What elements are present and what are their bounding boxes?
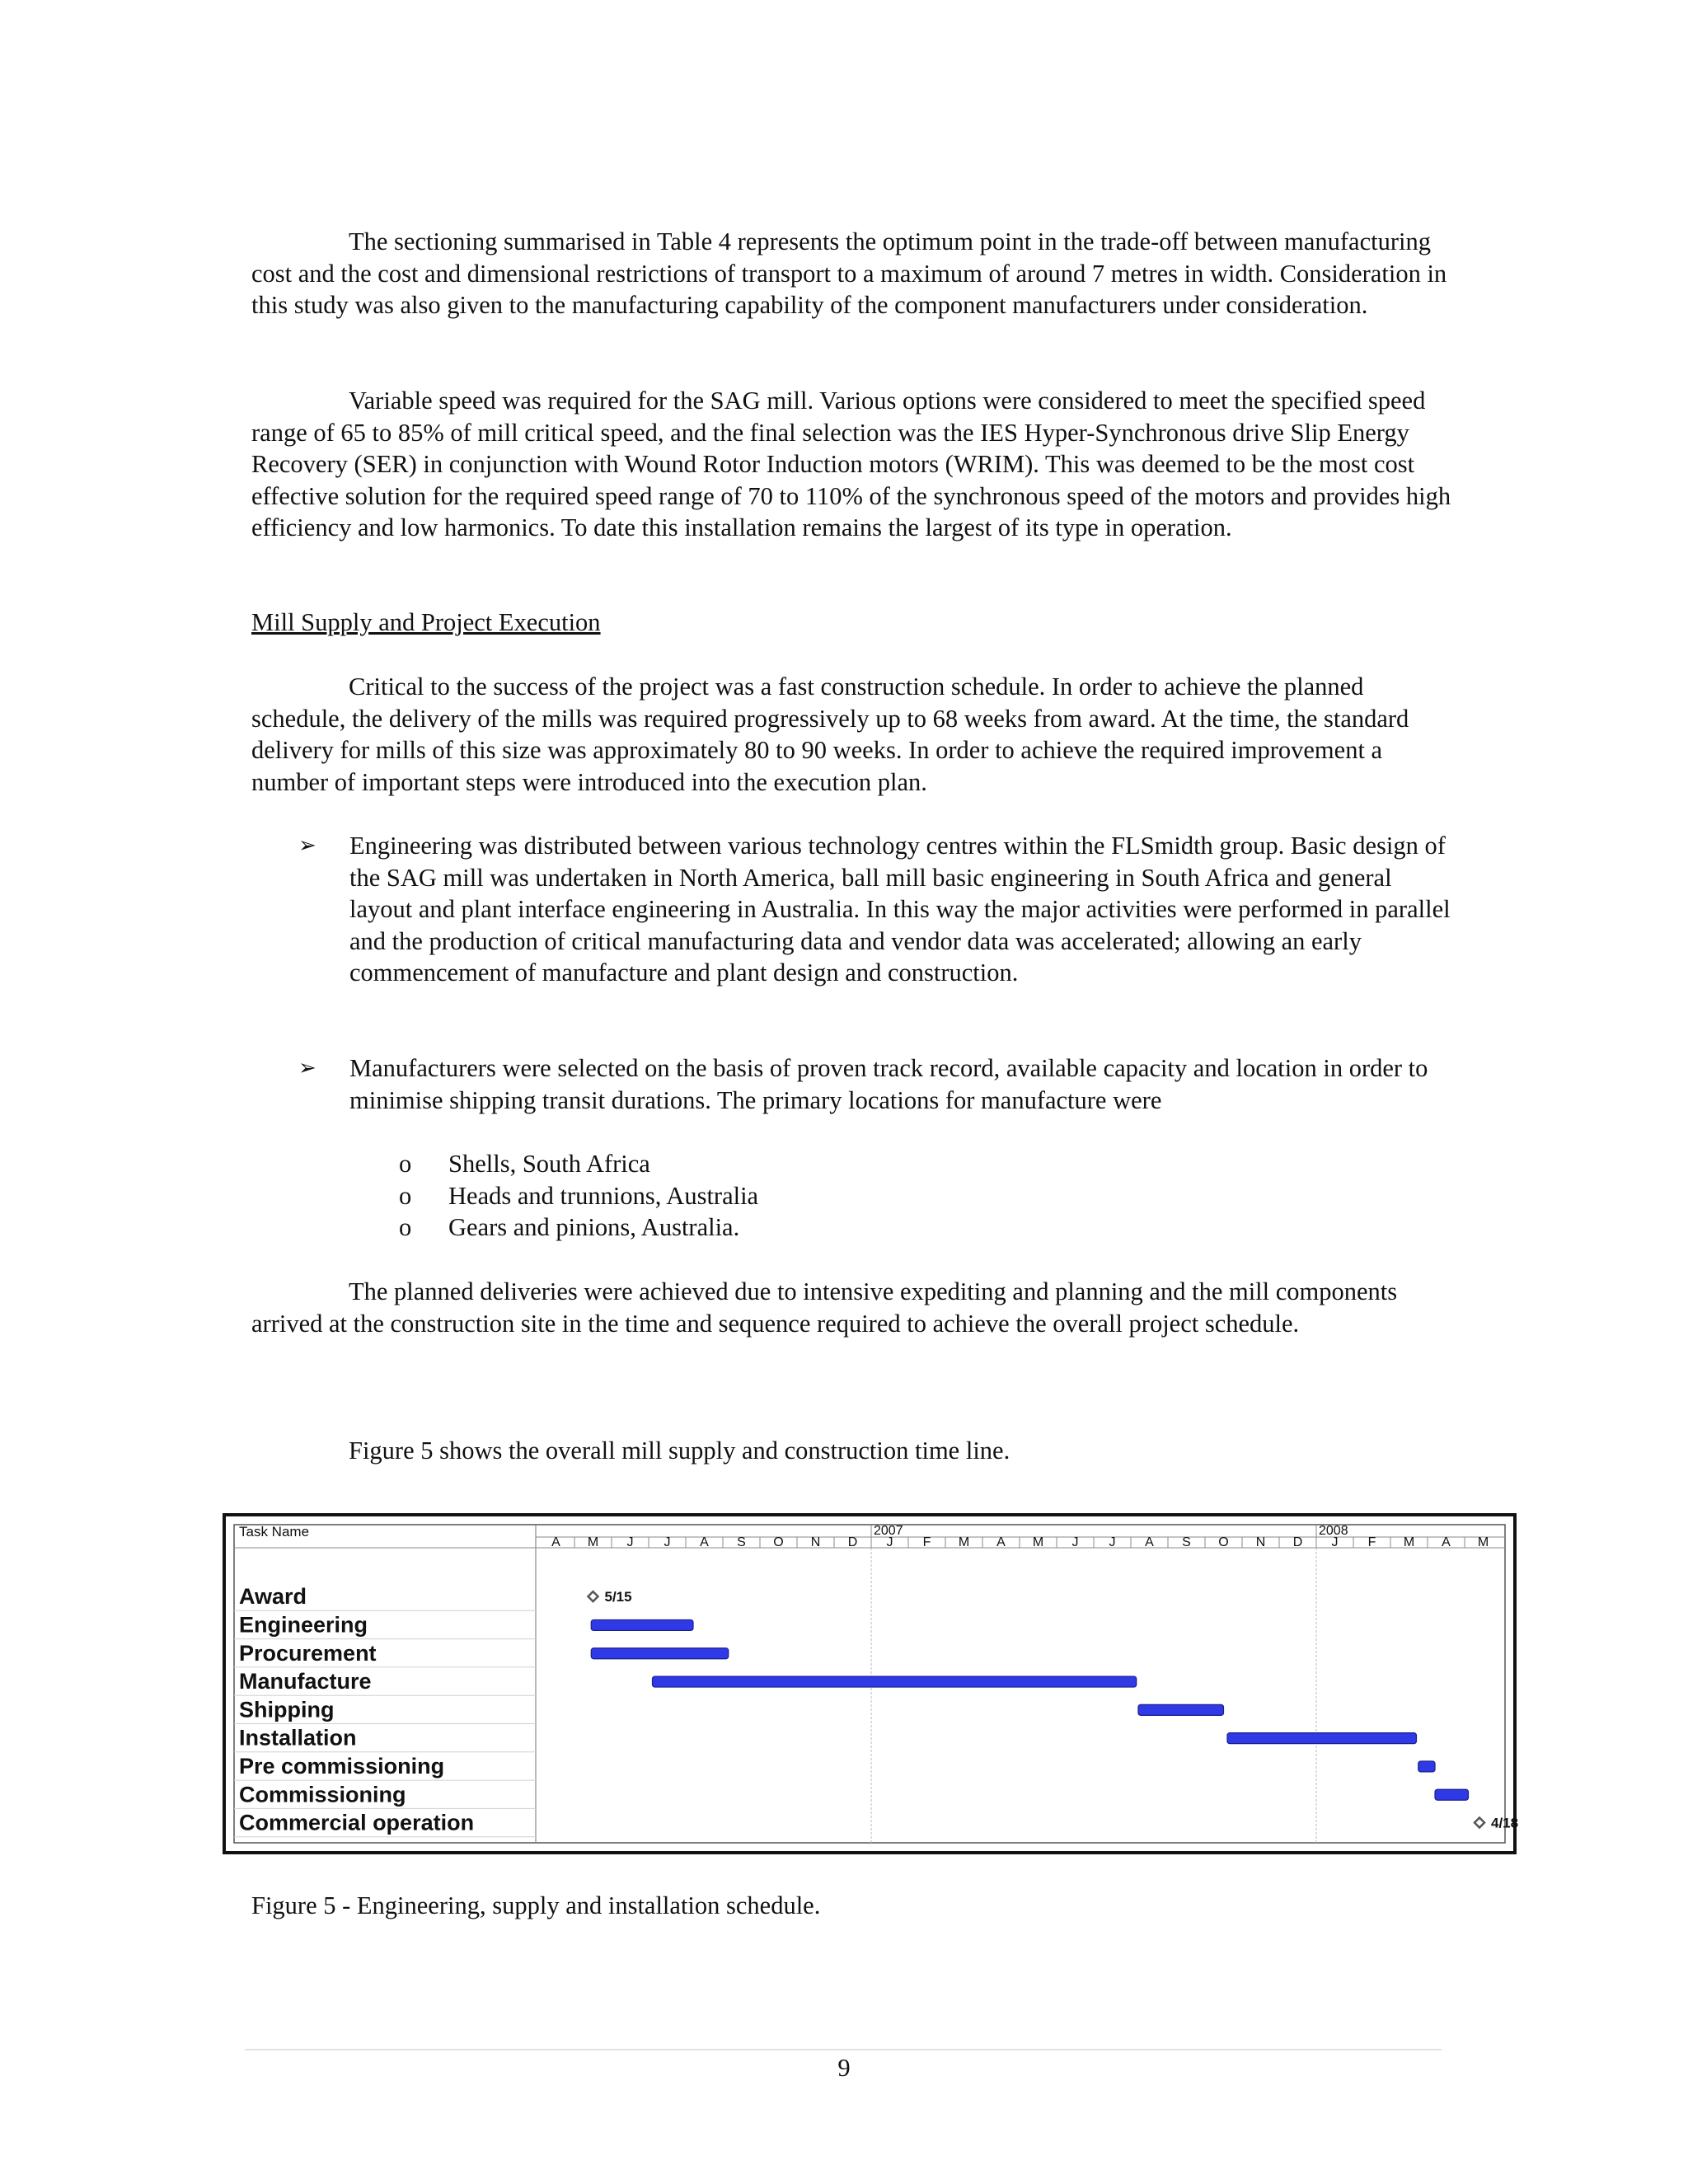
month-label: N <box>1255 1535 1266 1549</box>
gantt-bar <box>1227 1733 1417 1744</box>
month-label: O <box>773 1535 784 1549</box>
task-label: Procurement <box>239 1640 377 1666</box>
sub-bullet-text: Heads and trunnions, Australia <box>448 1182 759 1210</box>
month-label: D <box>847 1535 858 1549</box>
task-label: Commercial operation <box>239 1810 475 1835</box>
gantt-bar <box>1418 1761 1435 1772</box>
circle-bullet-icon: o <box>399 1150 412 1178</box>
bullet-manufacturers <box>298 1052 1461 1116</box>
paragraph-deliveries: The planned deliveries were achieved due to intensive expediting and planning and the mill components arrived at the construction site in the time and sequence required to achieve the overall project schedule. <box>251 1277 1398 1338</box>
month-label: A <box>551 1535 560 1549</box>
page-number: 9 <box>837 2054 851 2082</box>
month-label: D <box>1292 1535 1303 1549</box>
task-label: Award <box>239 1584 307 1610</box>
bullet-engineering <box>298 830 1461 989</box>
figure-caption: Figure 5 - Engineering, supply and installation schedule. <box>251 1891 821 1919</box>
bullet-text: Manufacturers were selected on the basis of proven track record, available capacity and location in order to minimise shipping transit durations. The primary locations for manufacture were <box>349 1054 1428 1114</box>
month-label: N <box>810 1535 821 1549</box>
bullet-text: Engineering was distributed between various technology centres within the FLSmidth group. Basic design of the SAG mill was undertaken in North America, ball mill basic engineering in South Africa and general layout and plant interface engineering in Australia. In this way the major activities were performed in parallel and the production of critical manufacturing data and vendor data was accelerated; allowing an early commencement of manufacture and plant design and construction. <box>349 832 1451 987</box>
arrow-bullet-icon: ➢ <box>298 833 316 858</box>
month-label: M <box>1403 1535 1415 1549</box>
month-label: J <box>1109 1535 1116 1549</box>
footer-divider <box>245 2049 1442 2050</box>
sub-bullet-shells <box>399 1148 650 1180</box>
month-label: J <box>886 1535 893 1549</box>
gantt-bar <box>653 1676 1137 1687</box>
month-label: A <box>700 1535 709 1549</box>
section-heading: Mill Supply and Project Execution <box>251 608 601 636</box>
year-label-2008: 2008 <box>1319 1524 1348 1538</box>
task-label: Installation <box>239 1725 357 1750</box>
gantt-bar <box>1138 1704 1224 1715</box>
month-label: A <box>996 1535 1006 1549</box>
paragraph-critical-schedule: Critical to the success of the project was a fast construction schedule. In order to achieve the planned schedule, the delivery of the mills was required progressively up to 68 weeks from award. At the time, the standard delivery for mills of this size was approximately 80 to 90 weeks. In order to achieve the required improvement a number of important steps were introduced into the execution plan. <box>251 673 1409 796</box>
month-label: F <box>922 1535 931 1549</box>
task-name-header: Task Name <box>239 1524 310 1540</box>
task-label: Commissioning <box>239 1782 406 1807</box>
gantt-bar <box>591 1619 693 1630</box>
circle-bullet-icon: o <box>399 1213 412 1241</box>
month-label: J <box>626 1535 634 1549</box>
paragraph-variable-speed: Variable speed was required for the SAG mill. Various options were considered to meet the specified speed range of 65 to 85% of mill critical speed, and the final selection was the IES Hyper-Synchronous drive Slip Energy Recovery (SER) in conjunction with Wound Rotor Induction motors (WRIM). This was deemed to be the most cost effective solution for the required speed range of 70 to 110% of the synchronous speed of the motors and provides high efficiency and low harmonics. To date this installation remains the largest of its type in operation. <box>251 387 1451 542</box>
arrow-bullet-icon: ➢ <box>298 1056 316 1080</box>
sub-bullet-text: Shells, South Africa <box>448 1150 650 1178</box>
month-label: S <box>1182 1535 1191 1549</box>
month-label: J <box>663 1535 671 1549</box>
sub-bullet-text: Gears and pinions, Australia. <box>448 1213 740 1241</box>
month-label: A <box>1442 1535 1451 1549</box>
circle-bullet-icon: o <box>399 1182 412 1210</box>
gantt-chart <box>226 1516 1519 1851</box>
month-label: O <box>1218 1535 1229 1549</box>
month-label: J <box>1071 1535 1079 1549</box>
task-label: Manufacture <box>239 1669 372 1694</box>
month-label: M <box>587 1535 599 1549</box>
month-label: M <box>1477 1535 1489 1549</box>
sub-bullet-gears <box>399 1212 739 1244</box>
month-label: S <box>737 1535 746 1549</box>
milestone-label: 4/18 <box>1491 1815 1519 1831</box>
task-label: Engineering <box>239 1612 368 1638</box>
paragraph-sectioning: The sectioning summarised in Table 4 represents the optimum point in the trade-off between manufacturing cost and the cost and dimensional restrictions of transport to a maximum of around 7 metres in width. Consideration in this study was also given to the manufacturing capability of the component manufacturers under consideration. <box>251 227 1447 320</box>
paragraph-figure-reference: Figure 5 shows the overall mill supply and construction time line. <box>349 1436 1010 1465</box>
task-label: Pre commissioning <box>239 1753 445 1779</box>
month-label: M <box>1032 1535 1044 1549</box>
month-label: J <box>1331 1535 1339 1549</box>
month-label: M <box>958 1535 970 1549</box>
sub-bullet-heads <box>399 1180 758 1212</box>
month-label: F <box>1367 1535 1376 1549</box>
month-label: A <box>1145 1535 1154 1549</box>
gantt-bar <box>1435 1789 1469 1800</box>
year-label-2007: 2007 <box>874 1524 903 1538</box>
gantt-chart-figure <box>223 1513 1517 1854</box>
task-label: Shipping <box>239 1697 335 1722</box>
gantt-bar <box>591 1648 729 1659</box>
milestone-label: 5/15 <box>604 1589 632 1605</box>
